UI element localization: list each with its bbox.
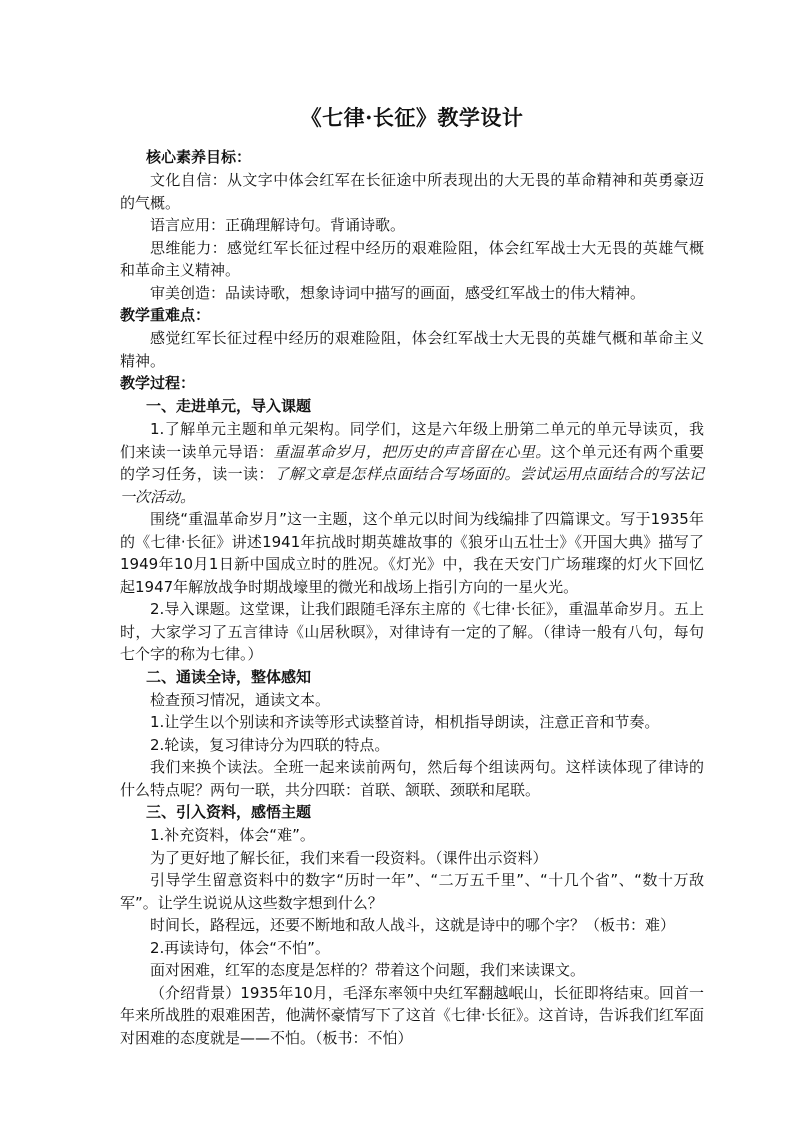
- section-3-paragraph-7: （介绍背景）1935年10月，毛泽东率领中央红军翻越岷山，长征即将结束。回首一年来所战胜的艰难困苦，他满怀豪情写下了这首《七律·长征》。这首诗，告诉我们红军面对困难的态度就是——不怕。（板书：不怕）: [120, 983, 704, 1047]
- key-points-heading: 教学重难点：: [120, 306, 211, 324]
- section-1-paragraph-2: 围绕“重温革命岁月”这一主题，这个单元以时间为线编排了四篇课文。写于1935年的《七律·长征》讲述1941年抗战时期英雄故事的《狼牙山五壮士》《开国大典》描写了1949年10月1日新中国成立时的胜况。《灯光》中，我在天安门广场璀璨的灯火下回忆起1947年解放战争时期战壕里的微光和战场上指引方向的一星火光。: [120, 510, 704, 596]
- section-1-p1-text-b: 这个单元还有两个重要的学习任务，读一读：: [120, 442, 704, 483]
- unit-intro-quote: 重温革命岁月，把历史的声音留在心里。: [273, 442, 551, 461]
- process-heading: 教学过程：: [120, 374, 196, 392]
- goal-thinking: 思维能力：感觉红军长征过程中经历的艰难险阻，体会红军战士大无畏的英雄气概和革命主义精神。: [120, 238, 704, 279]
- section-2-paragraph-4: 我们来换个读法。全班一起来读前两句，然后每个组读两句。这样读体现了律诗的什么特点呢？两句一联，共分四联：首联、颔联、颈联和尾联。: [120, 758, 704, 799]
- section-3-paragraph-5: 2.再读诗句，体会“不怕”。: [150, 938, 330, 957]
- section-3-paragraph-6: 面对困难，红军的态度是怎样的？带着这个问题，我们来读课文。: [150, 961, 586, 979]
- section-2-paragraph-2: 1.让学生以个别读和齐读等形式读整首诗，相机指导朗读，注意正音和节奏。: [150, 713, 660, 731]
- section-2-heading: 二、通读全诗，整体感知: [146, 667, 312, 686]
- goal-culture: 文化自信：从文字中体会红军在长征途中所表现出的大无畏的革命精神和英勇豪迈的气概。: [120, 171, 704, 212]
- section-3-heading: 三、引入资料，感悟主题: [146, 803, 312, 821]
- section-1-heading: 一、走进单元，导入课题: [146, 397, 312, 415]
- section-3-paragraph-3: 引导学生留意资料中的数字“历时一年”、“二万五千里”、“十几个省”、“数十万敌军”。让学生说说从这些数字想到什么？: [120, 871, 704, 912]
- section-1-p1-text-a: 1.了解单元主题和单元架构。同学们，这是六年级上册第二单元的单元导读页，我们来读一读单元导语：: [120, 420, 704, 461]
- section-2-paragraph-1: 检查预习情况，通读文本。: [150, 690, 331, 709]
- section-1-paragraph-1: [120, 418, 704, 508]
- key-points-text: 感觉红军长征过程中经历的艰难险阻，体会红军战士大无畏的英雄气概和革命主义精神。: [120, 329, 704, 370]
- section-2-paragraph-3: 2.轮读，复习律诗分为四联的特点。: [150, 735, 390, 754]
- document-title: 《七律·长征》教学设计: [300, 105, 524, 130]
- section-1-paragraph-3: 2.导入课题。这堂课，让我们跟随毛泽东主席的《七律·长征》，重温革命岁月。五上时，大家学习了五言律诗《山居秋暝》，对律诗有一定的了解。（律诗一般有八句，每句七个字的称为七律。）: [120, 600, 704, 663]
- section-3-paragraph-1: 1.补充资料，体会“难”。: [150, 826, 315, 844]
- goal-aesthetic: 审美创造：品读诗歌，想象诗词中描写的画面，感受红军战士的伟大精神。: [150, 283, 646, 302]
- learning-task-quote: 了解文章是怎样点面结合写场面的。尝试运用点面结合的写法记一次活动。: [120, 465, 704, 506]
- goal-language: 语言应用：正确理解诗句。背诵诗歌。: [150, 216, 406, 234]
- goals-heading: 核心素养目标：: [146, 148, 252, 166]
- section-3-paragraph-4: 时间长，路程远，还要不断地和敌人战斗，这就是诗中的哪个字？（板书：难）: [150, 916, 676, 934]
- section-3-paragraph-2: 为了更好地了解长征，我们来看一段资料。（课件出示资料）: [150, 848, 548, 867]
